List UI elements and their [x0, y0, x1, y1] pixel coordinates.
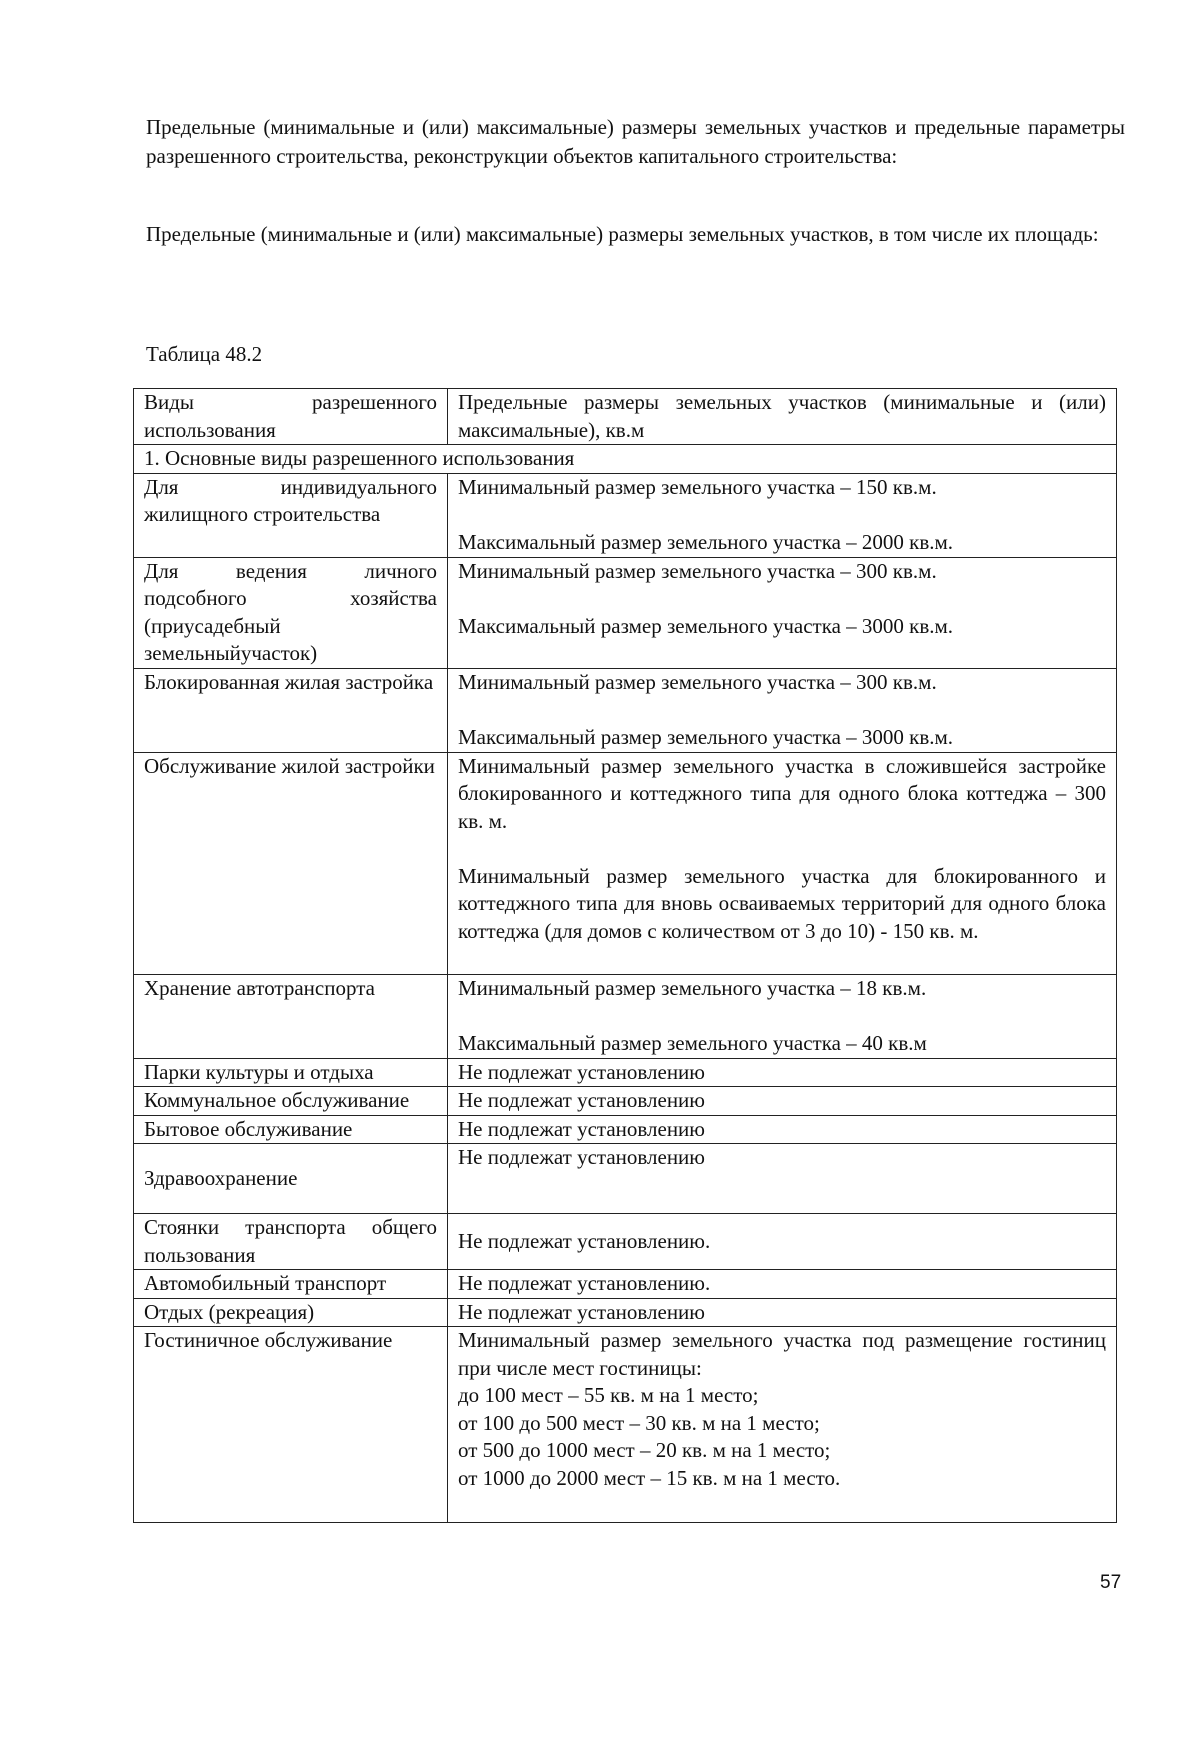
table-row: [134, 1270, 1117, 1299]
limit-min: Минимальный размер земельного участка – 300 кв.м.: [458, 669, 937, 694]
section-row: [134, 445, 1117, 474]
limit-min: Минимальный размер земельного участка – 300 кв.м.: [458, 558, 937, 583]
table-row: [134, 1298, 1117, 1327]
row-use-type: Обслуживание жилой застройки: [134, 752, 448, 974]
limit-min: Минимальный размер земельного участка – 18 кв.м.: [458, 975, 927, 1000]
limit-max: Максимальный размер земельного участка – 2000 кв.м.: [458, 529, 954, 554]
hotel-limit-line: от 1000 до 2000 мест – 15 кв. м на 1 место.: [458, 1465, 841, 1490]
row-use-type: Автомобильный транспорт: [134, 1270, 448, 1299]
row-limits: [448, 668, 1117, 752]
limit-min-new: Минимальный размер земельного участка для блокированного и коттеджного типа для вновь осваиваемых территорий для одного блока коттеджа (для домов с количеством от 3 до 10) - 150 кв. м.: [458, 863, 1106, 943]
row-limits: [448, 1327, 1117, 1523]
section-title: 1. Основные виды разрешенного использования: [134, 445, 1117, 474]
table-row: [134, 1058, 1117, 1087]
table-row: [134, 1144, 1117, 1214]
row-limits: Не подлежат установлению: [448, 1058, 1117, 1087]
table-row: [134, 1214, 1117, 1270]
header-col-plot-size: Предельные размеры земельных участков (минимальные и (или) максимальные), кв.м: [448, 389, 1117, 445]
row-use-type: Отдых (рекреация): [134, 1298, 448, 1327]
table-row: [134, 668, 1117, 752]
row-limits: [448, 557, 1117, 668]
table-row: [134, 974, 1117, 1058]
limit-max: Максимальный размер земельного участка – 3000 кв.м.: [458, 724, 954, 749]
row-use-type: Гостиничное обслуживание: [134, 1327, 448, 1523]
limits-table: [133, 388, 1117, 1523]
row-use-type: Блокированная жилая застройка: [134, 668, 448, 752]
row-use-type: Хранение автотранспорта: [134, 974, 448, 1058]
table-row: [134, 752, 1117, 974]
page-number: 57: [1100, 1572, 1122, 1593]
row-limits: Не подлежат установлению: [448, 1144, 1117, 1214]
table-header-row: [134, 389, 1117, 445]
row-use-type: Бытовое обслуживание: [134, 1115, 448, 1144]
row-use-type: Здравоохранение: [134, 1144, 448, 1214]
hotel-limit-line: от 100 до 500 мест – 30 кв. м на 1 место;: [458, 1410, 820, 1435]
row-limits: [448, 752, 1117, 974]
table-row: [134, 1115, 1117, 1144]
row-use-type: Парки культуры и отдыха: [134, 1058, 448, 1087]
row-limits: Не подлежат установлению: [448, 1298, 1117, 1327]
row-limits: [448, 473, 1117, 557]
intro-paragraph-2: Предельные (минимальные и (или) максимальные) размеры земельных участков, в том числе их площадь:: [146, 222, 1099, 246]
row-limits: Не подлежат установлению: [448, 1087, 1117, 1116]
row-use-type: Для индивидуального жилищного строительства: [134, 473, 448, 557]
limit-min-existing: Минимальный размер земельного участка в сложившейся застройке блокированного и коттеджного типа для одного блока коттеджа – 300 кв. м.: [458, 753, 1106, 833]
row-use-type: Коммунальное обслуживание: [134, 1087, 448, 1116]
row-limits: Не подлежат установлению.: [448, 1214, 1117, 1270]
row-limits: Не подлежат установлению.: [448, 1270, 1117, 1299]
limit-max: Максимальный размер земельного участка – 40 кв.м: [458, 1030, 927, 1055]
hotel-limit-line: от 500 до 1000 мест – 20 кв. м на 1 место;: [458, 1438, 831, 1462]
row-use-type: Для ведения личного подсобного хозяйства (приусадебный земельныйучасток): [134, 557, 448, 668]
row-limits: [448, 974, 1117, 1058]
limit-max: Максимальный размер земельного участка – 3000 кв.м.: [458, 613, 954, 638]
intro-paragraph-1: Предельные (минимальные и (или) максимальные) размеры земельных участков и предельные параметры разрешенного строительства, реконструкции объектов капитального строительства:: [146, 115, 1125, 168]
table-row: [134, 1087, 1117, 1116]
table-row: [134, 473, 1117, 557]
table-row: [134, 1327, 1117, 1523]
limit-min: Минимальный размер земельного участка – 150 кв.м.: [458, 474, 937, 499]
hotel-limit-intro: Минимальный размер земельного участка под размещение гостиниц при числе мест гостиницы:: [458, 1328, 1106, 1380]
hotel-limit-line: до 100 мест – 55 кв. м на 1 место;: [458, 1383, 759, 1407]
header-col-use-type: Виды разрешенного использования: [134, 389, 448, 445]
table-row: [134, 557, 1117, 668]
row-use-type: Стоянки транспорта общего пользования: [134, 1214, 448, 1270]
row-limits: Не подлежат установлению: [448, 1115, 1117, 1144]
table-caption: Таблица 48.2: [146, 342, 263, 366]
